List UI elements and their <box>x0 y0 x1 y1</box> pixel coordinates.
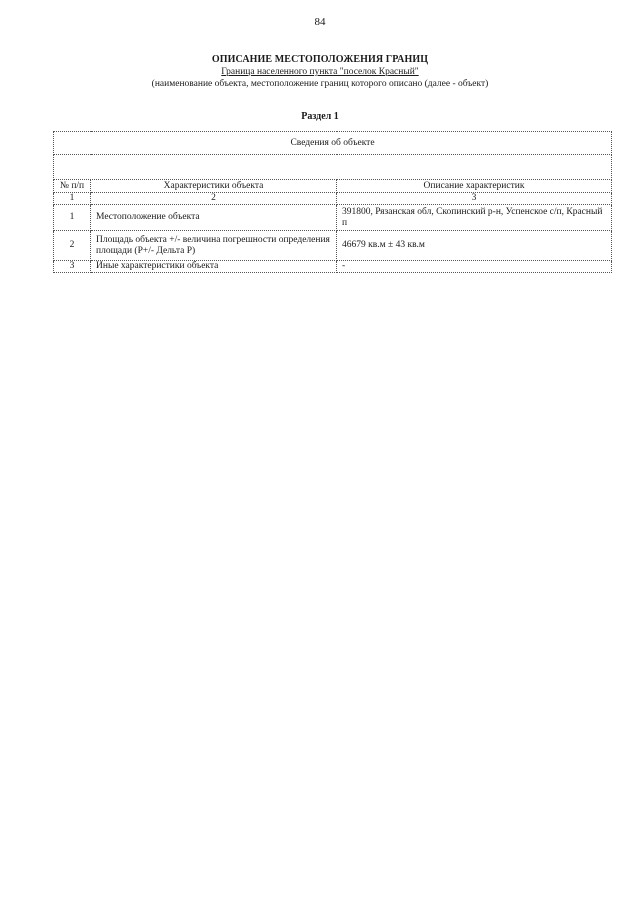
page-number: 84 <box>314 16 326 28</box>
column-number: 3 <box>337 193 612 205</box>
table-empty-row <box>54 155 612 180</box>
table-column-numbers-row <box>54 193 612 205</box>
table-row <box>54 261 612 273</box>
row-characteristic: Площадь объекта +/- величина погрешности определения площади (Р+/- Дельта Р) <box>91 231 337 261</box>
table-row <box>54 231 612 261</box>
document-title: ОПИСАНИЕ МЕСТОПОЛОЖЕНИЯ ГРАНИЦ <box>211 54 429 65</box>
document-subtitle: Граница населенного пункта "поселок Красный" <box>221 67 419 77</box>
row-num: 3 <box>54 261 91 273</box>
row-num: 1 <box>54 205 91 231</box>
column-number: 1 <box>54 193 91 205</box>
row-characteristic: Местоположение объекта <box>91 205 337 231</box>
table-empty-cell <box>54 155 612 180</box>
column-header-num: № п/п <box>54 180 91 193</box>
table-row <box>54 205 612 231</box>
row-num: 2 <box>54 231 91 261</box>
table-title-row <box>54 132 612 155</box>
column-number: 2 <box>91 193 337 205</box>
row-description: 46679 кв.м ± 43 кв.м <box>337 231 612 261</box>
object-info-table <box>53 131 612 273</box>
table-title: Сведения об объекте <box>54 132 612 155</box>
table-header-row <box>54 180 612 193</box>
row-description: 391800, Рязанская обл, Скопинский р-н, Успенское с/п, Красный п <box>337 205 612 231</box>
row-characteristic: Иные характеристики объекта <box>91 261 337 273</box>
column-header-description: Описание характеристик <box>337 180 612 193</box>
document-caption: (наименование объекта, местоположение границ которого описано (далее - объект) <box>151 79 489 89</box>
document-header <box>0 53 640 90</box>
column-header-characteristic: Характеристики объекта <box>91 180 337 193</box>
row-description: - <box>337 261 612 273</box>
section-title: Раздел 1 <box>301 111 339 122</box>
